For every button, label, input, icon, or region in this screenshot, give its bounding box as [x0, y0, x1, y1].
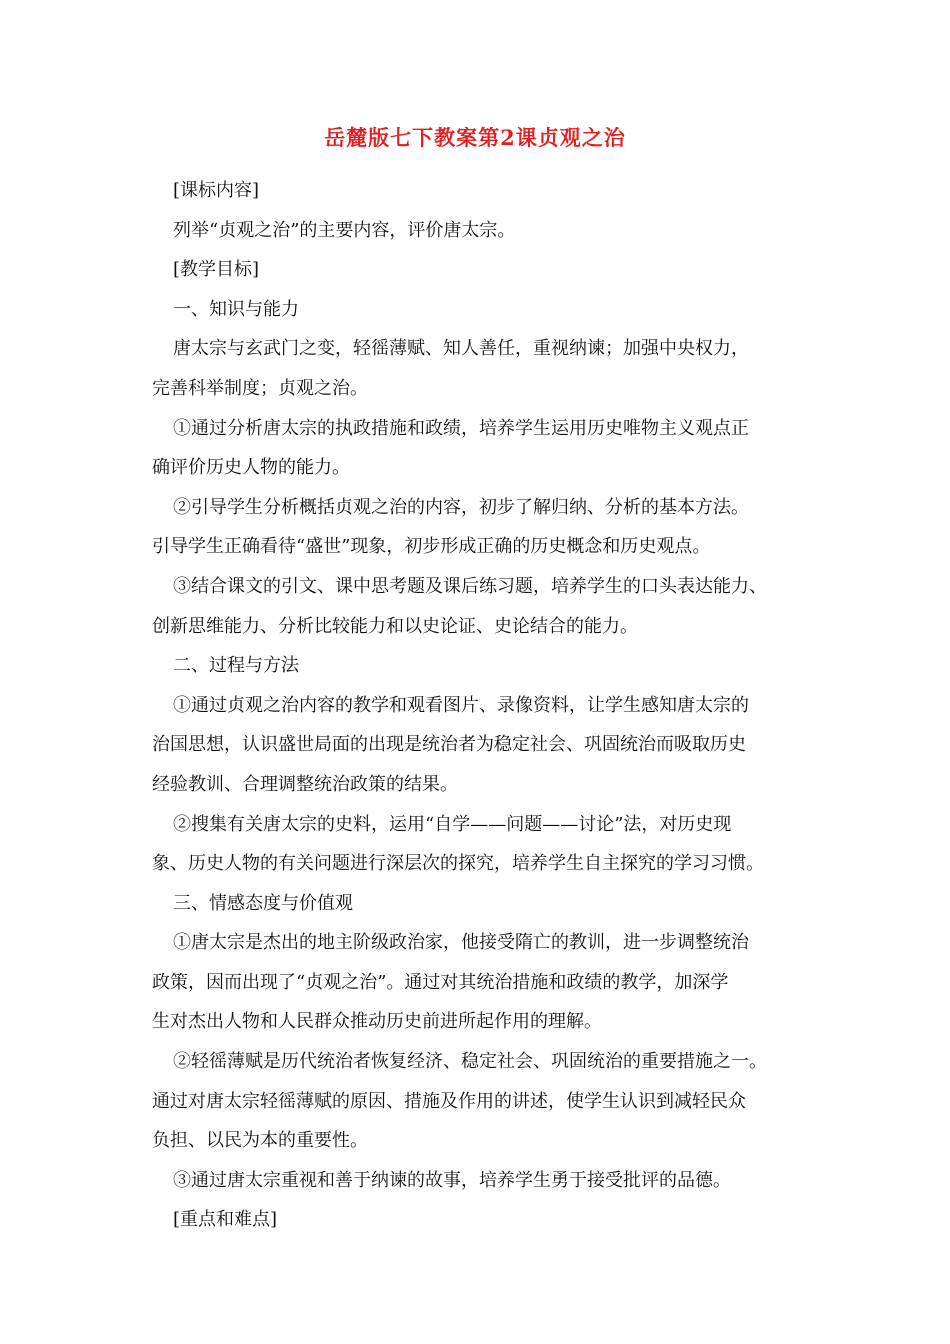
paragraph-line: [重点和难点]	[173, 1209, 278, 1231]
paragraph-line: 象、历史人物的有关问题进行深层次的探究，培养学生自主探究的学习习惯。	[152, 853, 764, 875]
paragraph-line: 生对杰出人物和人民群众推动历史前进所起作用的理解。	[152, 1011, 602, 1033]
paragraph-line: ②轻徭薄赋是历代统治者恢复经济、稳定社会、巩固统治的重要措施之一。	[173, 1051, 767, 1073]
paragraph-line: 三、情感态度与价值观	[173, 892, 353, 914]
paragraph-line: ①通过分析唐太宗的执政措施和政绩，培养学生运用历史唯物主义观点正	[173, 417, 749, 439]
paragraph-line: 唐太宗与玄武门之变，轻徭薄赋、知人善任，重视纳谏；加强中央权力，	[173, 338, 749, 360]
paragraph-line: [课标内容]	[173, 180, 260, 201]
paragraph-line: ③通过唐太宗重视和善于纳谏的故事，培养学生勇于接受批评的品德。	[173, 1169, 731, 1191]
paragraph-line: 经验教训、合理调整统治政策的结果。	[152, 773, 458, 795]
paragraph-line: [教学目标]	[173, 259, 260, 281]
paragraph-line: ①通过贞观之治内容的教学和观看图片、录像资料，让学生感知唐太宗的	[173, 694, 749, 716]
paragraph-line: ③结合课文的引文、课中思考题及课后练习题，培养学生的口头表达能力、	[173, 575, 767, 597]
paragraph-line: 列举“贞观之治”的主要内容，评价唐太宗。	[173, 219, 516, 241]
paragraph-line: 通过对唐太宗轻徭薄赋的原因、措施及作用的讲述，使学生认识到减轻民众	[152, 1090, 746, 1112]
paragraph-line: 政策，因而出现了“贞观之治”。通过对其统治措施和政绩的教学，加深学	[152, 971, 729, 993]
paragraph-line: 创新思维能力、分析比较能力和以史论证、史论结合的能力。	[152, 615, 638, 637]
paragraph-line: ①唐太宗是杰出的地主阶级政治家，他接受隋亡的教训，进一步调整统治	[173, 932, 749, 954]
document-title: 岳麓版七下教案第2课贞观之治	[324, 125, 626, 150]
paragraph-line: 治国思想，认识盛世局面的出现是统治者为稳定社会、巩固统治而吸取历史	[152, 734, 746, 756]
paragraph-line: 完善科举制度；贞观之治。	[152, 377, 368, 399]
paragraph-line: 负担、以民为本的重要性。	[152, 1130, 368, 1152]
paragraph-line: ②引导学生分析概括贞观之治的内容，初步了解归纳、分析的基本方法。	[173, 496, 749, 518]
document-body	[152, 171, 812, 1240]
paragraph-line: 引导学生正确看待“盛世”现象，初步形成正确的历史概念和历史观点。	[152, 536, 711, 558]
paragraph-line: 确评价历史人物的能力。	[152, 457, 350, 479]
paragraph-line: 一、知识与能力	[173, 298, 299, 320]
paragraph-line: ②搜集有关唐太宗的史料，运用“自学——问题——讨论”法，对历史现	[173, 813, 732, 835]
paragraph-line: 二、过程与方法	[173, 655, 299, 677]
